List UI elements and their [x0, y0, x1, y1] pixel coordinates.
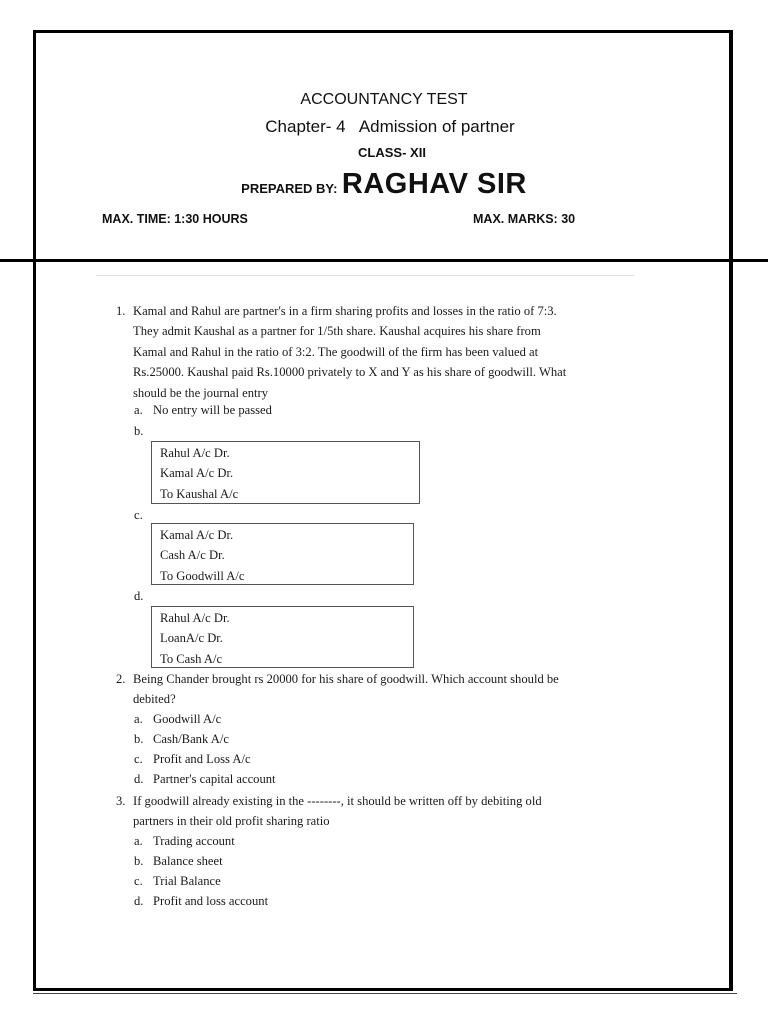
option-2c: c. Profit and Loss A/c: [134, 752, 251, 766]
question-text: Being Chander brought rs 20000 for his share of goodwill. Which account should be debited?: [133, 672, 559, 707]
test-title: ACCOUNTANCY TEST: [300, 91, 468, 108]
option-3b: b. Balance sheet: [134, 854, 223, 868]
max-marks: MAX. MARKS: 30: [473, 212, 576, 226]
prepared-by-label: PREPARED BY:: [241, 181, 338, 196]
chapter-title: Chapter- 4 Admission of partner: [265, 117, 515, 136]
question-1: [116, 301, 656, 403]
author-name: RAGHAV SIR: [341, 168, 527, 200]
journal-entry-box-c: Kamal A/c Dr. Cash A/c Dr. To Goodwill A/c: [151, 523, 414, 585]
option-2d: d. Partner's capital account: [134, 772, 276, 786]
question-2: [116, 669, 656, 710]
option-3c: c. Trial Balance: [134, 874, 221, 888]
question-text: If goodwill already existing in the --------, it should be written off by debiting old partners in their old profit sharing ratio: [133, 794, 542, 829]
question-3: [116, 791, 656, 832]
journal-entry-box-d: Rahul A/c Dr. LoanA/c Dr. To Cash A/c: [151, 606, 414, 668]
question-number: 2.: [116, 672, 126, 686]
question-number: 3.: [116, 794, 126, 808]
question-number: 1.: [116, 304, 126, 318]
option-1a: a. No entry will be passed: [134, 403, 272, 417]
option-2a: a. Goodwill A/c: [134, 712, 222, 726]
faint-divider: [96, 275, 634, 276]
option-2b: b. Cash/Bank A/c: [134, 732, 229, 746]
option-1d: d.: [134, 589, 144, 603]
option-3a: a. Trading account: [134, 834, 235, 848]
page-border-bottom: [33, 993, 737, 994]
class-label: CLASS- XII: [358, 145, 426, 160]
header-divider: [0, 259, 768, 262]
journal-entry-box-b: Rahul A/c Dr. Kamal A/c Dr. To Kaushal A/c: [151, 441, 420, 504]
option-3d: d. Profit and loss account: [134, 894, 269, 908]
prepared-by: [0, 168, 768, 201]
option-1b: b.: [134, 424, 144, 438]
max-time: MAX. TIME: 1:30 HOURS: [102, 212, 248, 226]
option-1c: c.: [134, 508, 143, 522]
question-text: Kamal and Rahul are partner's in a firm sharing profits and losses in the ratio of 7:3. They admit Kaushal as a partner for 1/5th share. Kaushal acquires his share from Kamal and Rahul in the ratio of 3:2. The goodwill of the firm has been valued at Rs.25000. Kaushal paid Rs.10000 privately to X and Y as his share of goodwill. What should be the journal entry: [133, 304, 567, 400]
